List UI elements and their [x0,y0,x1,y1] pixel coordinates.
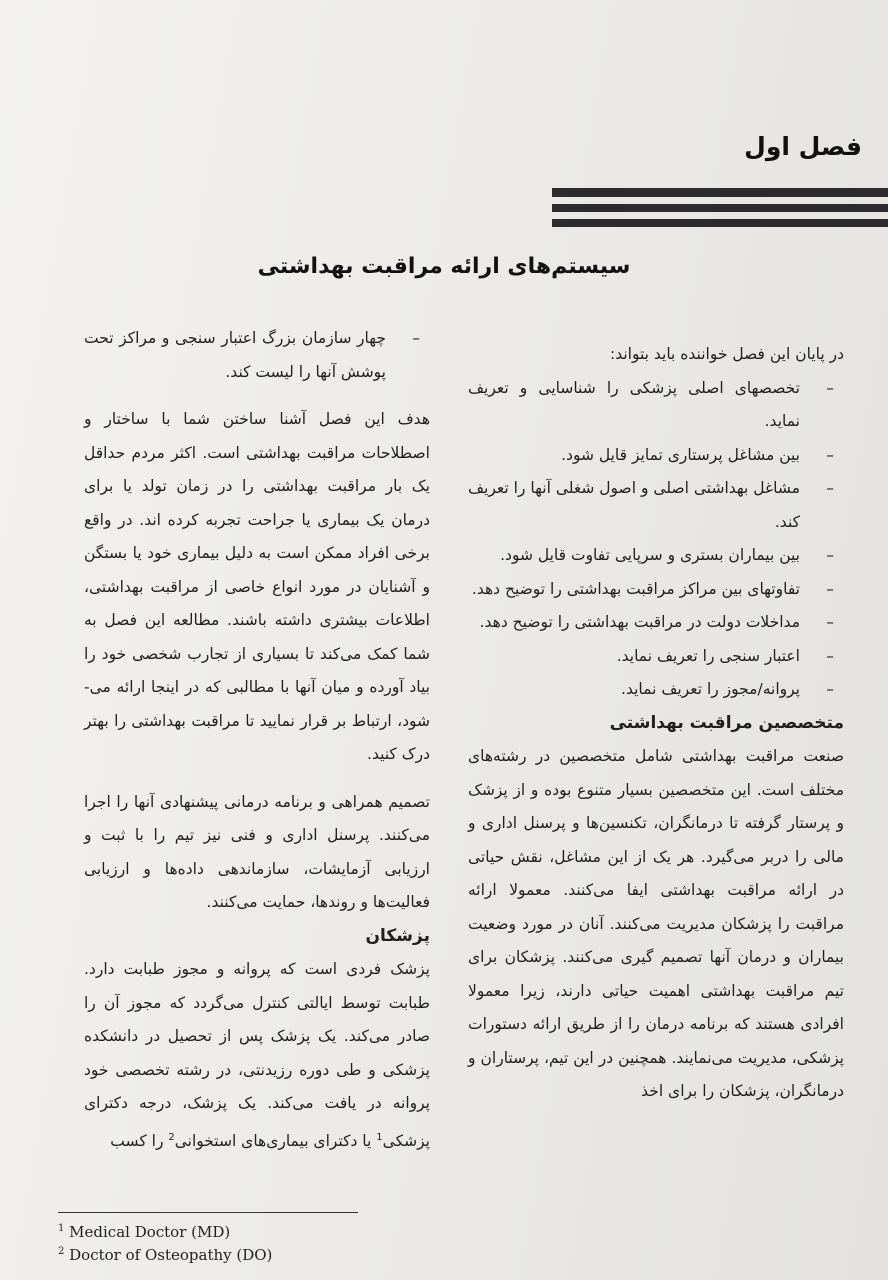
objectives-intro: در پایان این فصل خواننده باید بتواند: [609,345,844,363]
list-item: – تخصصهای اصلی پزشکی را شناسایی و تعریف نماید. [468,378,834,430]
physicians-paragraph: پزشک فردی است که پروانه و مجوز طبابت دارد. طبابت توسط ایالتی کنترل می‌گردد که مجوز آن را صادر می‌کند. یک پزشک پس از تحصیل در دانشکده پزشکی و طی دوره رزیدنتی، در رشته تخصصی خود پروانه در یافت می‌کند. یک پزشک، درجه دکترای پزشکی$^1$ یا دکترای بیماری‌های استخوانی$^2$ را کسب [84,960,430,1150]
footnote-divider [58,1212,358,1213]
objectives-list-continued [84,322,430,389]
footnote: $^1$ Medical Doctor (MD) [58,1223,231,1241]
specialists-heading: متخصصین مراقبت بهداشتی [609,712,844,733]
specialists-paragraph: صنعت مراقبت بهداشتی شامل متخصصین در رشته‌های مختلف است. این متخصصین بسیار متنوع بوده و از پزشک و پرستار گرفته تا درمانگران، تکنسین‌ها و پرسنل اداری و مالی را دربر می‌گیرد. هر یک از این مشاغل، نقش حیاتی در ارائه مراقبت بهداشتی ایفا می‌کنند. معمولا ارائه مراقبت را پزشکان مدیریت می‌کنند. آنان در مورد وضعیت بیماران و درمان آنها تصمیم گیری می‌کنند. پزشکان برای تیم مراقبت بهداشتی اهمیت حیاتی دارند، زیرا معمولا افرادی هستند که برنامه درمان را از طریق ارائه دستورات پزشکی، مدیریت می‌نمایند. همچنین در این تیم، پرستاران و درمانگران، پزشکان را برای اخذ [468,747,844,1100]
list-item: – مداخلات دولت در مراقبت بهداشتی را توضیح دهد. [479,613,834,631]
physicians-heading: پزشکان [365,925,430,946]
team-paragraph: تصمیم همراهی و برنامه درمانی پیشنهادی آنها را اجرا می‌کنند. پرسنل اداری و فنی نیز تیم را با ثبت و ارزیابی آزمایشات، سازماندهی داده‌ها و ارزیابی فعالیت‌ها و روندها، حمایت می‌کنند. [84,792,430,911]
chapter-label: فصل اول [744,132,862,161]
footnotes [58,1212,378,1265]
footnote: $^2$ Doctor of Osteopathy (DO) [58,1246,273,1264]
footnote-ref: 1 [376,1131,383,1143]
list-item: – تفاوتهای بین مراکز مراقبت بهداشتی را توضیح دهد. [471,579,834,598]
left-column [84,322,430,1158]
list-item: – چهار سازمان بزرگ اعتبار سنجی و مراکز تحت پوشش آنها را لیست کند. [84,329,420,381]
chapter-title: سیستم‌های ارائه مراقبت بهداشتی [257,254,631,279]
footnote-ref: 2 [168,1131,175,1143]
list-item: – مشاغل بهداشتی اصلی و اصول شغلی آنها را تعریف کند. [468,479,834,531]
purpose-paragraph: هدف این فصل آشنا ساختن شما با ساختار و اصطلاحات مراقبت بهداشتی است. اکثر مردم حداقل یک بار مراقبت بهداشتی را در زمان تولد یا برای درمان یک بیماری یا جراحت تجربه کرده اند. در واقع برخی افراد ممکن است به دلیل بیماری خود یا بستگن و آشنایان در مورد انواع خاصی از مراقبت بهداشتی، اطلاعات بیشتری داشته باشند. مطالعه این فصل به شما کمک می‌کند تا بسیاری از تجارب شخصی خود را بیاد آورده و میان آنها با مطالبی که در اینجا ارائه می-شود، ارتباط بر قرار نمایید تا مراقبت بهداشتی را بهتر درک کنید. [84,410,430,763]
right-column [468,338,844,1109]
list-item: – بین مشاغل پرستاری تمایز قایل شود. [561,445,834,464]
objectives-list [468,372,844,707]
list-item: – اعتبار سنجی را تعریف نماید. [616,646,834,665]
list-item: – پروانه/مجوز را تعریف نماید. [621,680,834,698]
list-item: – بین بیماران بستری و سرپایی تفاوت قایل شود. [500,546,834,564]
